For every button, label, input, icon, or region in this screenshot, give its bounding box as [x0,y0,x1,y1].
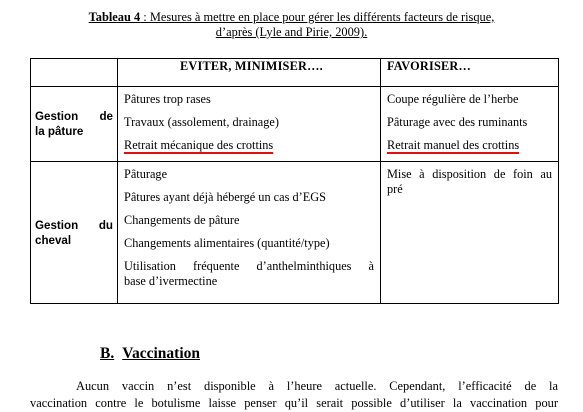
cell-horse-eviter [118,162,381,304]
paragraph-line2: vaccination contre le botulisme laisse penser qu’il serait possible d’utiliser la vaccination pour [30,396,558,410]
list-item: base d’ivermectine [124,274,218,288]
section-title: Vaccination [122,345,201,362]
cell-horse-favoriser [381,162,559,304]
list-item: Pâturage [124,167,168,181]
list-item: Changements de pâture [124,213,240,227]
cell-pasture-favoriser [381,87,559,162]
list-item: Pâturage avec des ruminants [387,115,528,129]
section-number: B. [100,345,115,362]
list-item: Retrait mécanique des crottins [124,138,274,152]
list-item: Changements alimentaires (quantité/type) [124,236,330,250]
list-item: Pâtures trop rases [124,92,211,106]
list-item: Pâtures ayant déjà hébergé un cas d’EGS [124,190,326,204]
list-item: pré [387,182,403,196]
table-row-horse [31,162,559,304]
paragraph-line1: Aucun vaccin n’est disponible à l’heure actuelle. Cependant, l’efficacité de la [76,379,558,393]
list-item: Utilisation fréquente d’anthelminthiques à [124,259,374,273]
row-label-word: du [98,218,113,232]
risk-measures-table [30,58,559,304]
row-label-pasture [31,87,118,162]
row-label-word: de [99,110,113,123]
list-item: Retrait manuel des crottins [387,138,520,152]
table-caption-label: Tableau 4 [88,10,141,24]
row-label-word: Gestion [35,110,79,123]
table-caption-line1 [0,10,583,25]
header-empty-cell [31,59,118,87]
row-label-word: Gestion [35,218,79,232]
header-eviter: EVITER, MINIMISER…. [118,59,381,87]
row-label-word: cheval [35,233,72,247]
list-item: Mise à disposition de foin au [387,167,552,181]
table-row-pasture [31,87,559,162]
table-caption-line2: d’après (Lyle and Pirie, 2009). [215,25,368,39]
row-label-horse [31,162,118,304]
section-heading [100,345,200,363]
header-favoriser: FAVORISER… [381,59,559,87]
list-item: Coupe régulière de l’herbe [387,92,519,106]
list-item: Travaux (assolement, drainage) [124,115,279,129]
cell-pasture-eviter [118,87,381,162]
table-caption-text: : Mesures à mettre en place pour gérer les différents facteurs de risque, [140,10,495,24]
table-header-row [31,59,559,87]
row-label-word: la pâture [35,125,84,138]
